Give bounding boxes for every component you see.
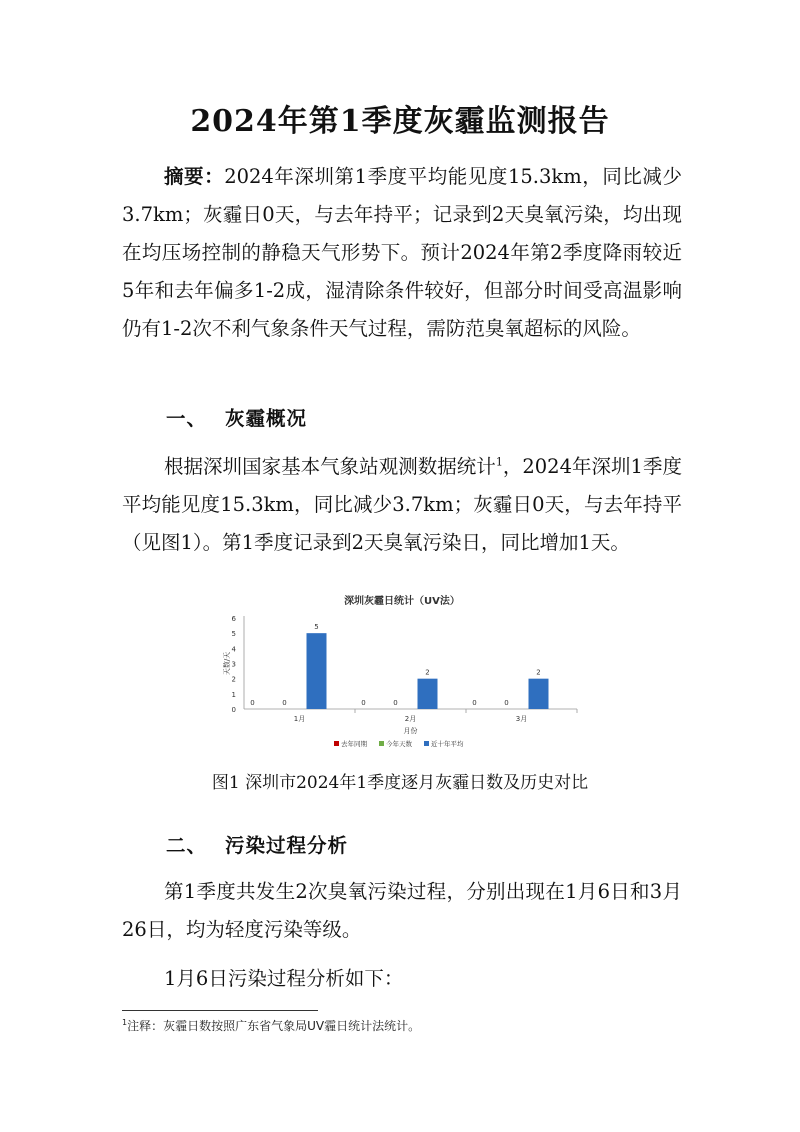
y-tick-label: 6 [231, 615, 236, 623]
x-tick-label: 1月 [293, 715, 306, 723]
data-label: 0 [282, 699, 287, 707]
data-label: 0 [472, 699, 477, 707]
section-title: 污染过程分析 [225, 834, 349, 857]
footnote-text: 注释：灰霾日数按照广东省气象局UV霾日统计法统计。 [127, 1019, 421, 1033]
y-axis-label: 天数/天 [223, 651, 231, 676]
abstract-paragraph [122, 158, 682, 348]
haze-days-chart [222, 592, 582, 756]
chart-title: 深圳灰霾日统计（UV法） [344, 596, 460, 607]
data-label: 0 [361, 699, 366, 707]
legend-label: 去年同期 [341, 740, 367, 748]
chart-svg [222, 592, 582, 756]
x-tick-label: 2月 [404, 715, 417, 723]
paragraph-text: 根据深圳国家基本气象站观测数据统计 [164, 455, 496, 478]
pollution-subheading: 1月6日污染过程分析如下： [164, 967, 404, 990]
data-label: 5 [314, 623, 319, 632]
abstract-text: 2024年深圳第1季度平均能见度15.3km，同比减少3.7km；灰霾日0天，与去年持平；记录到2天臭氧污染，均出现在均压场控制的静稳天气形势下。预计2024年第2季度降雨较近5年和去年偏多1-2成，湿清除条件较好，但部分时间受高温影响仍有1-2次不利气象条件天气过程，需防范臭氧超标的风险。 [122, 165, 682, 340]
y-tick-label: 0 [231, 706, 236, 714]
legend-swatch [379, 741, 384, 746]
y-tick-label: 1 [231, 690, 236, 699]
report-title: 2024年第1季度灰霾监测报告 [190, 104, 610, 139]
data-label: 2 [425, 668, 430, 677]
haze-overview-paragraph [122, 448, 682, 562]
data-label: 0 [250, 699, 255, 707]
section-title: 灰霾概况 [225, 407, 308, 430]
section-heading-pollution-analysis [166, 830, 348, 858]
bar-3-1月 [307, 633, 327, 709]
paragraph-text: ，2024年深圳1季度平均能见度15.3km，同比减少3.7km；灰霾日0天，与去年持平（见图1）。第1季度记录到2天臭氧污染日，同比增加1天。 [122, 455, 682, 554]
legend-swatch [424, 741, 429, 746]
abstract-label: 摘要： [164, 165, 225, 188]
legend-label: 近十年平均 [431, 740, 464, 748]
footnote [122, 1017, 420, 1034]
bar-3-2月 [418, 679, 438, 709]
y-tick-label: 3 [231, 660, 236, 669]
footnote-reference[interactable]: 1 [495, 455, 503, 469]
y-tick-label: 4 [231, 645, 236, 654]
legend-label: 今年天数 [386, 740, 412, 748]
data-label: 0 [393, 699, 398, 707]
y-tick-label: 2 [231, 675, 236, 684]
legend-swatch [334, 741, 339, 746]
footnote-divider [122, 1010, 318, 1011]
data-label: 2 [536, 668, 541, 677]
footnote-mark: 1 [122, 1018, 128, 1027]
data-label: 0 [504, 699, 509, 707]
figure-caption: 图1 深圳市2024年1季度逐月灰霾日数及历史对比 [211, 773, 589, 793]
x-tick-label: 3月 [515, 715, 528, 723]
section-heading-haze-overview [166, 403, 307, 431]
section-number: 二、 [166, 834, 208, 857]
section-number: 一、 [166, 407, 208, 430]
pollution-analysis-paragraph: 第1季度共发生2次臭氧污染过程，分别出现在1月6日和3月26日，均为轻度污染等级。 [122, 880, 682, 941]
bar-3-3月 [529, 679, 549, 709]
x-axis-label: 月份 [403, 727, 418, 735]
y-tick-label: 5 [231, 630, 236, 639]
